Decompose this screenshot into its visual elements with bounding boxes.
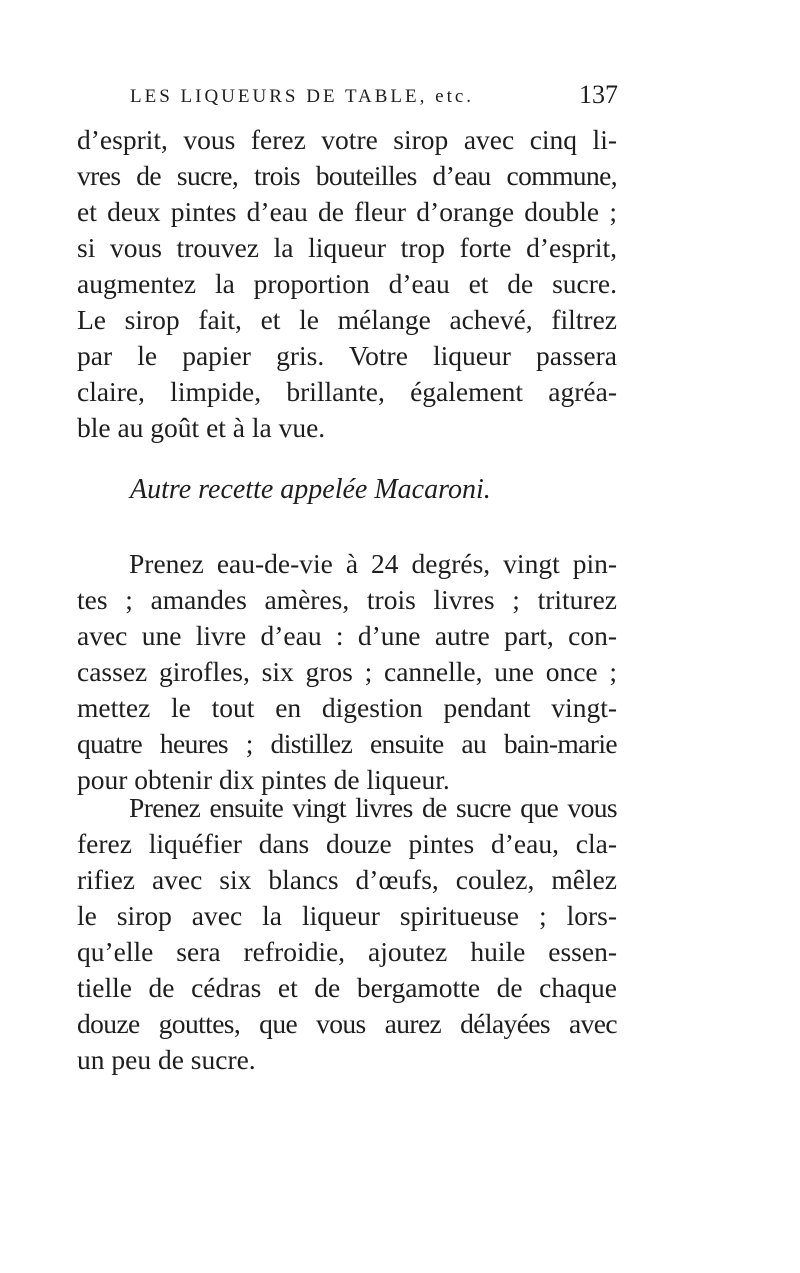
text-line: douze gouttes, que vous aurez délayées avec xyxy=(77,1008,617,1039)
text-line: qu’elle sera refroidie, ajoutez huile essen- xyxy=(77,936,617,967)
text-line: Prenez eau-de-vie à 24 degrés, vingt pin- xyxy=(129,548,617,579)
text-line: mettez le tout en digestion pendant vingt- xyxy=(77,692,617,723)
text-line: et deux pintes d’eau de fleur d’orange double ; xyxy=(77,196,617,227)
text-line: par le papier gris. Votre liqueur passera xyxy=(77,340,617,371)
page-number: 137 xyxy=(579,80,618,109)
running-head xyxy=(130,80,618,120)
text-line: rifiez avec six blancs d’œufs, coulez, mêlez xyxy=(77,864,617,895)
section-title: Autre recette appelée Macaroni. xyxy=(130,474,491,505)
text-line: quatre heures ; distillez ensuite au bain-marie xyxy=(77,728,617,759)
running-title: LES LIQUEURS DE TABLE, etc. xyxy=(130,86,475,107)
text-line: tielle de cédras et de bergamotte de chaque xyxy=(77,972,617,1003)
text-line: le sirop avec la liqueur spiritueuse ; lors- xyxy=(77,900,617,931)
text-line: ble au goût et à la vue. xyxy=(77,412,326,443)
text-line: si vous trouvez la liqueur trop forte d’esprit, xyxy=(77,232,617,263)
text-line: augmentez la proportion d’eau et de sucre. xyxy=(77,268,617,299)
text-line: tes ; amandes amères, trois livres ; triturez xyxy=(77,584,617,615)
text-line: pour obtenir dix pintes de liqueur. xyxy=(77,764,450,795)
text-line: cassez girofles, six gros ; cannelle, une once ; xyxy=(77,656,617,687)
text-line: Prenez ensuite vingt livres de sucre que vous xyxy=(129,792,617,823)
text-line: vres de sucre, trois bouteilles d’eau commune, xyxy=(77,160,617,191)
text-line: d’esprit, vous ferez votre sirop avec cinq li- xyxy=(77,124,617,155)
text-line: Le sirop fait, et le mélange achevé, filtrez xyxy=(77,304,617,335)
text-line: avec une livre d’eau : d’une autre part, con- xyxy=(77,620,617,651)
text-line: claire, limpide, brillante, également agréa- xyxy=(77,376,617,407)
text-line: ferez liquéfier dans douze pintes d’eau, cla- xyxy=(77,828,617,859)
text-line: un peu de sucre. xyxy=(77,1044,256,1075)
